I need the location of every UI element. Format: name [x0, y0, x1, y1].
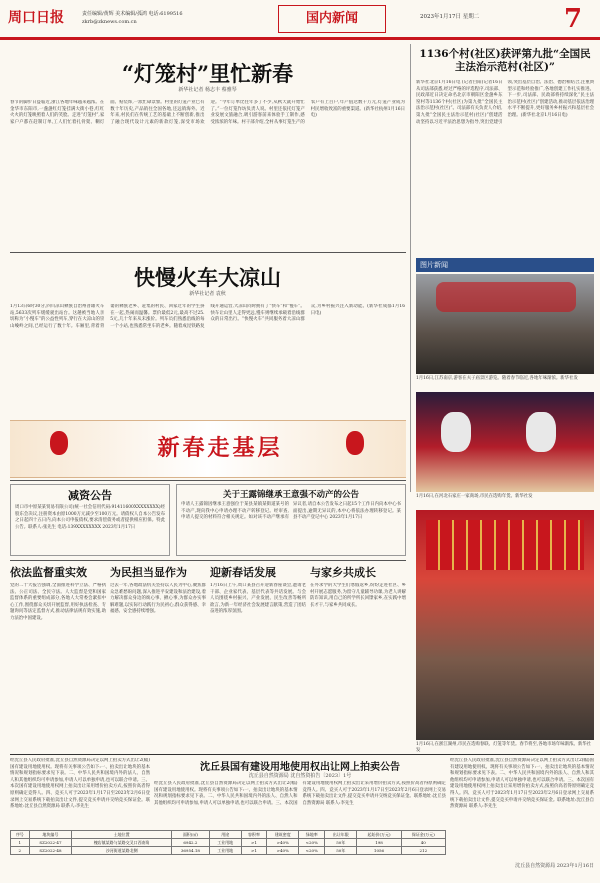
auction-end: 沈丘县自然资源局 2023年1月16日 — [515, 863, 594, 869]
table-cell: 槐店镇某路与某路交叉口西南角 — [72, 839, 172, 847]
couplets-wall — [426, 520, 584, 570]
photo-market — [416, 392, 594, 492]
table-cell: <20% — [299, 839, 325, 847]
table-header: 保证金(万元) — [401, 831, 445, 839]
table-cell: 36954.18 — [172, 847, 209, 855]
notice-body: 周口市中原某某贸易有限公司(统一社会信用代码:91411600XXXXXXXX)经股东会决议,注册资本由原1000万元减少至100万元。请债权人自本公告发布之日起四十五日内,向本公司申报债权,要求清偿债务或者提供相应担保。特此公告。联系人:张先生 电话:139XXXXXXXX 2023年1月17日 — [15, 505, 165, 530]
train-headline: 快慢火车大凉山 — [134, 265, 281, 290]
table-row — [11, 839, 446, 847]
table-cell: 198 — [357, 839, 401, 847]
small-article-body: 在外求学的大学生们寒假返乡,纷纷走进社区、乡村开展志愿服务,为留守儿童辅导功课,为老人讲解防诈知识,用自己的所学所长回馈家乡,在实践中增长才干,与家乡共同成长。 — [310, 583, 406, 608]
table-header: 地块编号 — [29, 831, 72, 839]
lantern-icon — [50, 431, 68, 455]
small-article-body: 过去一年,各地政法机关坚持以人民为中心,聚焦群众急难愁盼问题,深入推进平安建设和法治建设,着力解决群众身边的烦心事、揪心事,为群众办实事解难题,以实际行动践行为民初心,群众获得感、幸福感、安全感持续增强。 — [110, 583, 206, 615]
rabbit-decoration — [526, 412, 556, 452]
photo2-caption: 1月16日,在河北石家庄一家商场,市民在选购年货。新华社发 — [416, 494, 533, 499]
table-header: 出让年限 — [325, 831, 357, 839]
table-cell: 212 — [401, 847, 445, 855]
award-body: 新华社北京1月16日电 (记者白阳)记者16日从司法部获悉,经过严格的评选程序,司法部、民政部近日决定命名北京市朝阳区金盏乡东窑村等1136个村(社区)为第九批“全国民主法治示范村(社区)”。司法部有关负责人介绍,第九批“全国民主法治示范村(社区)”创建活动坚持以习近平法治思想为指导,突出党建引领,突出基层自治、法治、德治相结合,注重典型示范和经验推广,各地创建工作扎实推进。下一步,司法部、民政部将持续深化“民主法治示范村(社区)”创建活动,推动基层依法治理水平不断提升,更好服务乡村振兴和基层社会治理。(新华社北京1月16日电) — [416, 80, 594, 125]
table-cell: SZ2022-47 — [29, 839, 72, 847]
small-article — [10, 564, 106, 729]
photo-news-label: 图片新闻 — [416, 258, 594, 272]
notice-body: 申请人王露锦因继承王意强位于某县某镇某街道某号的不动产,现向我中心申请办理不动产转移登记。经审查,申请人提交的材料符合相关规定。如对该不动产继承有异议者,请自本公告发布之日起15个工作日内向本中心书面提出,逾期无异议的,本中心将依法办理转移登记。某县不动产登记中心 2023年1月17日 — [181, 502, 401, 521]
new-year-banner — [10, 420, 406, 478]
lantern-decoration — [436, 282, 576, 312]
lantern-byline: 新华社记者 杨志丰 蔡雅琴 — [178, 87, 237, 93]
table-header: 用途 — [209, 831, 241, 839]
lantern-headline: “灯笼村”里忙新春 — [121, 61, 294, 86]
divider — [10, 480, 406, 481]
inheritance-notice — [176, 484, 406, 556]
table-cell: 6942.2 — [172, 839, 209, 847]
table-header: 容积率 — [241, 831, 266, 839]
notice-title: 减资公告 — [68, 489, 112, 502]
small-article-body: 1月16日上午,周口某县召开迎新春座谈会,邀请老干部、企业家代表、基层代表等共话发展。与会人员围绕乡村振兴、产业发展、民生改善等畅所欲言,为新一年经济社会发展建言献策,营造了团结奋进的浓厚氛围。 — [210, 583, 306, 615]
small-article — [310, 564, 406, 729]
award-headline: 1136个村(社区)获评第九批“全国民主法治示范村(社区)” — [419, 48, 591, 73]
table-cell: 1 — [11, 839, 30, 847]
rabbit-decoration — [441, 412, 471, 452]
land-table — [10, 830, 446, 855]
lantern-icon — [346, 431, 364, 455]
divider — [10, 754, 594, 755]
email-info: zkrb@zknews.com.cn — [82, 19, 137, 25]
table-cell: 40 — [401, 839, 445, 847]
table-cell: 沙河街道某路北侧 — [72, 847, 172, 855]
small-article — [210, 564, 306, 729]
column-divider — [410, 44, 411, 492]
notice-title: 关于王露锦继承王意强不动产的公告 — [222, 490, 359, 500]
train-byline: 新华社记者 袁秋 — [189, 291, 226, 297]
small-article-body: 党的二十大报告强调,全面推进科学立法、严格执法、公正司法、全民守法。人大监督是党和国家监督体系的重要组成部分,各地人大常委会紧扣中心工作,围绕群众关切开展监督,用好执法检查、专题询问等法定监督方式,推动法律法规有效实施,助力法治中国建设。 — [10, 583, 106, 621]
table-cell: 50年 — [325, 839, 357, 847]
table-header: 序号 — [11, 831, 30, 839]
small-article — [110, 564, 206, 729]
table-cell: 工业用地 — [209, 839, 241, 847]
table-header: 土地位置 — [72, 831, 172, 839]
table-cell: >1 — [241, 847, 266, 855]
banner-title: 新春走基层 — [157, 435, 283, 461]
table-cell: 2 — [11, 847, 30, 855]
photo-tourists — [416, 274, 594, 374]
table-header: 绿地率 — [299, 831, 325, 839]
table-header: 面积(㎡) — [172, 831, 209, 839]
auction-body: 经沈丘县人民政府批准,沈丘县自然资源局决定以网上拍卖方式出让2(幅)国有建设用地使用权。现将有关事项公告如下:一、拍卖出让地块的基本情况和规划指标要求见下表。二、中华人民共和国境内外的法人、自然人和其他组织均可申请参加,申请人可以单独申请,也可以联合申请。三、本次国有建设用地使用权网上拍卖出让采用增价拍卖方式,按照价高者得原则确定竞得人。四、竞买人可于2023年1月17日至2023年2月6日登录网上交易系统下载拍卖出让文件,提交竞买申请并交纳竞买保证金。联系地址:沈丘县自然资源局 联系人:李先生 — [154, 781, 446, 806]
divider — [10, 560, 406, 561]
table-cell: >40% — [267, 839, 299, 847]
table-header-row — [11, 831, 446, 839]
auction-headline: 沈丘县国有建设用地使用权出让网上拍卖公告 — [200, 762, 400, 773]
issue-date: 2023年1月17日 星期二 — [420, 14, 480, 20]
auction-subtitle: 沈丘县自然资源局 沈自然资拍告〔2023〕1号 — [248, 773, 352, 779]
table-cell: 50年 — [325, 847, 357, 855]
table-cell: 1056 — [357, 847, 401, 855]
photo3-caption: 1月16日,在浙江湖州,市民在选购春联、灯笼等年货。春节将至,各地市场年味渐浓。新华社发 — [416, 742, 592, 753]
table-header: 建筑密度 — [267, 831, 299, 839]
table-header: 起始价(万元) — [357, 831, 401, 839]
auction-body-right: 经沈丘县人民政府批准,沈丘县自然资源局决定以网上拍卖方式出让2(幅)国有建设用地使用权。现将有关事项公告如下:一、拍卖出让地块的基本情况和规划指标要求见下表。二、中华人民共和国境内外的法人、自然人和其他组织均可申请参加,申请人可以单独申请,也可以联合申请。三、本次国有建设用地使用权网上拍卖出让采用增价拍卖方式,按照价高者得原则确定竞得人。四、竞买人可于2023年1月17日至2023年2月6日登录网上交易系统下载拍卖出让文件,提交竞买申请并交纳竞买保证金。联系地址:沈丘县自然资源局 联系人:李先生 — [450, 758, 594, 810]
lantern-body: 春节的脚步日益临近,浙江各地年味越来越浓。在金华市东阳市,一盏盏红灯笼挂满大街小巷,红红火火的灯笼映照着人们的笑脸。走进“灯笼村”,家家户户都在赶制订单,工人们忙着扎骨架、糊灯面、贴装饰,一派忙碌景象。村里的灯笼产业已有数十年历史,产品销往全国各地,还远销海外。近年来,村民们在传统工艺的基础上不断创新,推出了融合现代设计元素的新款灯笼,深受市场欢迎。“今年订单比往年多了不少,从秋天就开始忙了。”一位灯笼作坊负责人说。村里还依托灯笼产业发展文旅融合,吸引游客前来体验手工制作,感受浓浓的年味。村干部介绍,全村从事灯笼生产的农户有上百户,年产值达数千万元,灯笼产业成为村民增收致富的重要渠道。(新华社杭州1月16日电) — [10, 100, 405, 125]
small-article-title: 为民担当显作为 — [110, 566, 187, 579]
table-cell: >1 — [241, 839, 266, 847]
table-cell: SZ2022-48 — [29, 847, 72, 855]
photo-couplets — [416, 510, 594, 740]
editor-info: 责任编辑/黄辉 美术编辑/孤鸿 电话:6199516 — [82, 11, 183, 17]
page-number: 7 — [564, 4, 583, 34]
divider — [10, 252, 406, 253]
photo1-caption: 1月16日,江苏南京,游客在夫子庙景区游览。随着春节临近,各地年味渐浓。新华社发 — [416, 376, 578, 381]
small-article-title: 依法监督重实效 — [10, 566, 87, 579]
train-body: 1月13日6时30分,四川凉山彝族自治州普雄火车站,5633次列车缓缓驶出站台。这趟被当地人亲切称为“小慢车”的公益性列车,穿行在大凉山的崇山峻岭之间,已经运行了数十年。车厢里,背着背篓的彝族老乡、赶集的村民、回家过年的学生挤在一起,热闹而温馨。票价最低2元,最高不过25.5元,几十年来从未涨价。列车员们熟悉沿线的每一个小站,也熟悉常坐车的老乡。随着成昆铁路复线开通运营,大凉山同时拥有了“快车”和“慢车”。快车让山里人走得更远,慢车则继续承载着沿线群众的日常出行。“快慢火车”共同服务着大凉山群众,为乡村振兴注入新动能。(新华社成都1月16日电) — [10, 304, 405, 329]
newspaper-logo: 周口日报 — [8, 10, 64, 26]
table-cell: >40% — [267, 847, 299, 855]
table-cell: <20% — [299, 847, 325, 855]
masthead — [0, 0, 600, 40]
section-title: 国内新闻 — [278, 5, 386, 33]
table-row — [11, 847, 446, 855]
small-article-title: 迎新春话发展 — [210, 566, 276, 579]
small-article-title: 与家乡共成长 — [310, 566, 376, 579]
capital-reduction-notice — [10, 484, 170, 556]
auction-body-left: 经沈丘县人民政府批准,沈丘县自然资源局决定以网上拍卖方式出让2(幅)国有建设用地使用权。现将有关事项公告如下:一、拍卖出让地块的基本情况和规划指标要求见下表。二、中华人民共和国境内外的法人、自然人和其他组织均可申请参加,申请人可以单独申请,也可以联合申请。三、本次国有建设用地使用权网上拍卖出让采用增价拍卖方式,按照价高者得原则确定竞得人。四、竞买人可于2023年1月17日至2023年2月6日登录网上交易系统下载拍卖出让文件,提交竞买申请并交纳竞买保证金。联系地址:沈丘县自然资源局 联系人:李先生 — [10, 758, 150, 810]
table-cell: 工业用地 — [209, 847, 241, 855]
